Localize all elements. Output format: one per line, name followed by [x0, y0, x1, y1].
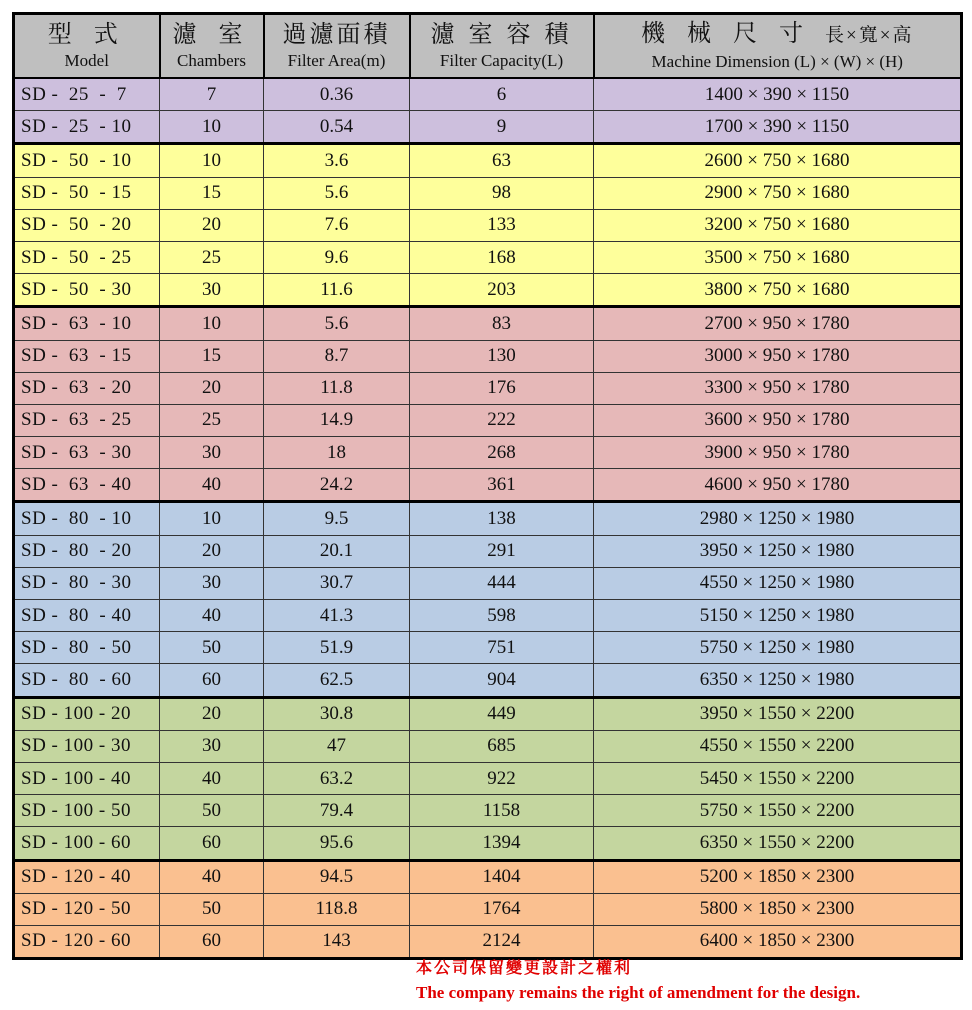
- header-chambers-zh: 濾 室: [172, 22, 251, 48]
- cell-chambers: 60: [160, 827, 264, 860]
- table-row: [14, 860, 962, 893]
- cell-filter-area: 0.54: [264, 111, 410, 144]
- cell-chambers: 40: [160, 600, 264, 632]
- table-row: [14, 600, 962, 632]
- cell-dimension: 3900 × 950 × 1780: [594, 437, 962, 469]
- cell-filter-area: 8.7: [264, 340, 410, 372]
- cell-model: SD - 100 - 40: [14, 762, 160, 794]
- cell-chambers: 50: [160, 632, 264, 664]
- cell-chambers: 20: [160, 535, 264, 567]
- cell-dimension: 2980 × 1250 × 1980: [594, 502, 962, 535]
- cell-filter-area: 62.5: [264, 664, 410, 697]
- table-row: [14, 111, 962, 144]
- cell-filter-capacity: 138: [410, 502, 594, 535]
- table-row: [14, 697, 962, 730]
- table-row: [14, 632, 962, 664]
- cell-model: SD - 80 - 60: [14, 664, 160, 697]
- cell-chambers: 20: [160, 372, 264, 404]
- cell-filter-area: 14.9: [264, 404, 410, 436]
- cell-model: SD - 80 - 50: [14, 632, 160, 664]
- table-row: [14, 404, 962, 436]
- cell-model: SD - 120 - 60: [14, 925, 160, 958]
- table-row: [14, 274, 962, 307]
- cell-dimension: 5450 × 1550 × 2200: [594, 762, 962, 794]
- cell-filter-area: 9.5: [264, 502, 410, 535]
- cell-filter-capacity: 598: [410, 600, 594, 632]
- cell-filter-capacity: 444: [410, 567, 594, 599]
- cell-filter-capacity: 361: [410, 469, 594, 502]
- cell-chambers: 50: [160, 893, 264, 925]
- cell-chambers: 7: [160, 78, 264, 111]
- cell-chambers: 10: [160, 111, 264, 144]
- header-filter-capacity: [410, 14, 594, 79]
- cell-chambers: 15: [160, 177, 264, 209]
- cell-chambers: 10: [160, 307, 264, 340]
- cell-dimension: 5150 × 1250 × 1980: [594, 600, 962, 632]
- cell-filter-capacity: 83: [410, 307, 594, 340]
- cell-filter-area: 0.36: [264, 78, 410, 111]
- cell-dimension: 3950 × 1250 × 1980: [594, 535, 962, 567]
- cell-model: SD - 120 - 40: [14, 860, 160, 893]
- cell-dimension: 3950 × 1550 × 2200: [594, 697, 962, 730]
- header-chambers: [160, 14, 264, 79]
- cell-model: SD - 25 - 10: [14, 111, 160, 144]
- cell-filter-area: 79.4: [264, 795, 410, 827]
- cell-chambers: 10: [160, 502, 264, 535]
- cell-filter-area: 30.8: [264, 697, 410, 730]
- cell-dimension: 6350 × 1250 × 1980: [594, 664, 962, 697]
- table-row: [14, 177, 962, 209]
- cell-chambers: 10: [160, 144, 264, 177]
- table-row: [14, 535, 962, 567]
- cell-filter-capacity: 1158: [410, 795, 594, 827]
- cell-filter-capacity: 133: [410, 209, 594, 241]
- header-filter-capacity-zh: 濾 室 容 積: [430, 22, 573, 48]
- cell-dimension: 6350 × 1550 × 2200: [594, 827, 962, 860]
- cell-filter-area: 11.6: [264, 274, 410, 307]
- cell-dimension: 3200 × 750 × 1680: [594, 209, 962, 241]
- cell-filter-area: 11.8: [264, 372, 410, 404]
- cell-chambers: 30: [160, 274, 264, 307]
- cell-dimension: 3500 × 750 × 1680: [594, 241, 962, 273]
- cell-filter-area: 9.6: [264, 241, 410, 273]
- cell-filter-capacity: 751: [410, 632, 594, 664]
- header-dimension-zh-small: 長×寬×高: [825, 25, 914, 46]
- cell-dimension: 4550 × 1250 × 1980: [594, 567, 962, 599]
- cell-dimension: 5800 × 1850 × 2300: [594, 893, 962, 925]
- cell-filter-area: 5.6: [264, 177, 410, 209]
- cell-model: SD - 50 - 20: [14, 209, 160, 241]
- cell-model: SD - 63 - 30: [14, 437, 160, 469]
- cell-filter-capacity: 2124: [410, 925, 594, 958]
- cell-dimension: 3300 × 950 × 1780: [594, 372, 962, 404]
- cell-filter-capacity: 904: [410, 664, 594, 697]
- cell-filter-area: 7.6: [264, 209, 410, 241]
- cell-model: SD - 50 - 15: [14, 177, 160, 209]
- cell-model: SD - 50 - 10: [14, 144, 160, 177]
- cell-chambers: 30: [160, 567, 264, 599]
- header-model-zh: 型 式: [47, 22, 126, 48]
- cell-model: SD - 63 - 25: [14, 404, 160, 436]
- header-chambers-en: Chambers: [177, 51, 246, 70]
- cell-chambers: 60: [160, 925, 264, 958]
- table-row: [14, 144, 962, 177]
- header-model: [14, 14, 160, 79]
- cell-filter-area: 18: [264, 437, 410, 469]
- cell-filter-capacity: 1404: [410, 860, 594, 893]
- copyright-note-en: The company remains the right of amendment for the design.: [416, 983, 861, 1002]
- cell-filter-area: 51.9: [264, 632, 410, 664]
- cell-chambers: 60: [160, 664, 264, 697]
- header-filter-area-zh: 過濾面積: [282, 22, 391, 48]
- cell-filter-area: 118.8: [264, 893, 410, 925]
- cell-filter-area: 3.6: [264, 144, 410, 177]
- table-header: [14, 14, 962, 79]
- cell-dimension: 5750 × 1250 × 1980: [594, 632, 962, 664]
- cell-filter-capacity: 168: [410, 241, 594, 273]
- header-filter-area-en: Filter Area(m): [287, 51, 386, 70]
- cell-dimension: 6400 × 1850 × 2300: [594, 925, 962, 958]
- cell-filter-area: 30.7: [264, 567, 410, 599]
- cell-model: SD - 63 - 15: [14, 340, 160, 372]
- cell-model: SD - 63 - 40: [14, 469, 160, 502]
- cell-model: SD - 100 - 30: [14, 730, 160, 762]
- cell-dimension: 3000 × 950 × 1780: [594, 340, 962, 372]
- cell-chambers: 20: [160, 209, 264, 241]
- cell-model: SD - 80 - 30: [14, 567, 160, 599]
- cell-filter-capacity: 203: [410, 274, 594, 307]
- cell-chambers: 25: [160, 241, 264, 273]
- table-row: [14, 340, 962, 372]
- cell-filter-capacity: 130: [410, 340, 594, 372]
- table-row: [14, 469, 962, 502]
- table-row: [14, 241, 962, 273]
- cell-dimension: 1700 × 390 × 1150: [594, 111, 962, 144]
- header-dimension-zh-wrap: [595, 19, 961, 51]
- cell-model: SD - 50 - 25: [14, 241, 160, 273]
- table-row: [14, 502, 962, 535]
- spec-table: [12, 12, 963, 960]
- header-dimension-zh: 機 械 尺 寸: [641, 21, 812, 47]
- cell-chambers: 50: [160, 795, 264, 827]
- cell-filter-capacity: 685: [410, 730, 594, 762]
- cell-dimension: 3800 × 750 × 1680: [594, 274, 962, 307]
- cell-model: SD - 25 - 7: [14, 78, 160, 111]
- copyright-note-zh: 本公司保留變更設計之權利: [416, 960, 633, 977]
- cell-dimension: 2600 × 750 × 1680: [594, 144, 962, 177]
- table-row: [14, 307, 962, 340]
- header-dimension: [594, 14, 962, 79]
- header-filter-area: [264, 14, 410, 79]
- cell-model: SD - 120 - 50: [14, 893, 160, 925]
- cell-model: SD - 80 - 40: [14, 600, 160, 632]
- cell-chambers: 40: [160, 469, 264, 502]
- cell-filter-area: 143: [264, 925, 410, 958]
- cell-filter-capacity: 268: [410, 437, 594, 469]
- cell-chambers: 30: [160, 730, 264, 762]
- cell-filter-area: 24.2: [264, 469, 410, 502]
- cell-model: SD - 80 - 20: [14, 535, 160, 567]
- table-row: [14, 437, 962, 469]
- cell-filter-capacity: 9: [410, 111, 594, 144]
- table-row: [14, 372, 962, 404]
- cell-filter-area: 20.1: [264, 535, 410, 567]
- table-row: [14, 664, 962, 697]
- cell-chambers: 40: [160, 860, 264, 893]
- table-body: [14, 78, 962, 959]
- cell-chambers: 40: [160, 762, 264, 794]
- cell-filter-capacity: 449: [410, 697, 594, 730]
- header-row: [14, 14, 962, 79]
- table-row: [14, 78, 962, 111]
- cell-dimension: 5200 × 1850 × 2300: [594, 860, 962, 893]
- cell-dimension: 4600 × 950 × 1780: [594, 469, 962, 502]
- cell-model: SD - 100 - 60: [14, 827, 160, 860]
- table-row: [14, 730, 962, 762]
- cell-model: SD - 100 - 50: [14, 795, 160, 827]
- header-dimension-en: Machine Dimension (L) × (W) × (H): [651, 52, 903, 71]
- table-row: [14, 762, 962, 794]
- cell-dimension: 4550 × 1550 × 2200: [594, 730, 962, 762]
- cell-filter-capacity: 922: [410, 762, 594, 794]
- cell-model: SD - 63 - 10: [14, 307, 160, 340]
- cell-filter-capacity: 222: [410, 404, 594, 436]
- cell-dimension: 2900 × 750 × 1680: [594, 177, 962, 209]
- cell-model: SD - 50 - 30: [14, 274, 160, 307]
- cell-filter-area: 63.2: [264, 762, 410, 794]
- cell-model: SD - 63 - 20: [14, 372, 160, 404]
- cell-filter-capacity: 176: [410, 372, 594, 404]
- header-model-en: Model: [64, 51, 109, 70]
- cell-filter-capacity: 1394: [410, 827, 594, 860]
- table-row: [14, 795, 962, 827]
- table-row: [14, 209, 962, 241]
- cell-model: SD - 100 - 20: [14, 697, 160, 730]
- cell-chambers: 25: [160, 404, 264, 436]
- table-row: [14, 925, 962, 958]
- cell-filter-area: 5.6: [264, 307, 410, 340]
- header-filter-capacity-en: Filter Capacity(L): [439, 51, 564, 70]
- cell-dimension: 3600 × 950 × 1780: [594, 404, 962, 436]
- cell-filter-capacity: 1764: [410, 893, 594, 925]
- cell-dimension: 1400 × 390 × 1150: [594, 78, 962, 111]
- cell-filter-area: 47: [264, 730, 410, 762]
- table-row: [14, 893, 962, 925]
- cell-filter-area: 94.5: [264, 860, 410, 893]
- cell-filter-capacity: 6: [410, 78, 594, 111]
- cell-dimension: 5750 × 1550 × 2200: [594, 795, 962, 827]
- cell-dimension: 2700 × 950 × 1780: [594, 307, 962, 340]
- cell-filter-capacity: 291: [410, 535, 594, 567]
- cell-chambers: 30: [160, 437, 264, 469]
- cell-chambers: 20: [160, 697, 264, 730]
- table-row: [14, 827, 962, 860]
- table-row: [14, 567, 962, 599]
- cell-chambers: 15: [160, 340, 264, 372]
- cell-filter-capacity: 63: [410, 144, 594, 177]
- cell-filter-area: 95.6: [264, 827, 410, 860]
- cell-filter-capacity: 98: [410, 177, 594, 209]
- cell-model: SD - 80 - 10: [14, 502, 160, 535]
- cell-filter-area: 41.3: [264, 600, 410, 632]
